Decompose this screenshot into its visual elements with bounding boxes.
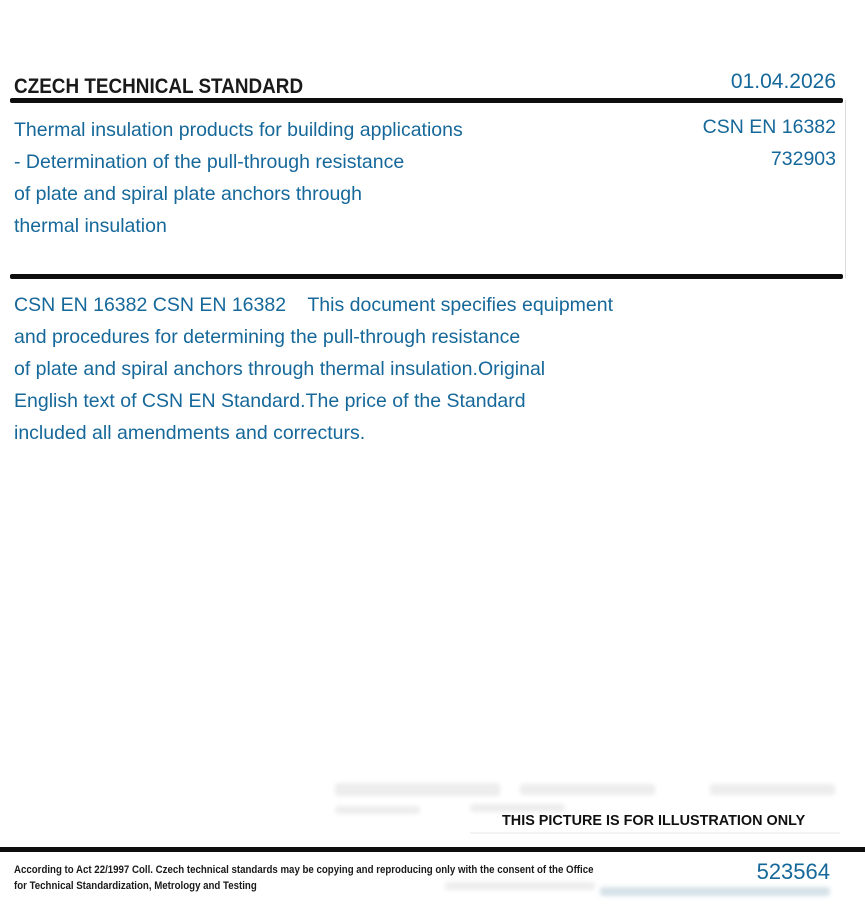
illustration-only-notice: THIS PICTURE IS FOR ILLUSTRATION ONLY: [502, 812, 806, 829]
annotation-line: and procedures for determining the pull-through resistance: [14, 326, 521, 348]
issue-date: 01.04.2026: [730, 70, 836, 93]
watermark-ghost-text: [335, 783, 500, 796]
standard-class-number: 732903: [770, 148, 836, 170]
annotation-line: CSN EN 16382 CSN EN 16382 This document specifies equipment: [14, 294, 614, 316]
annotation-line: English text of CSN EN Standard.The price of the Standard: [14, 390, 526, 412]
watermark-ghost-text: [600, 887, 830, 896]
watermark-box-edge: [470, 832, 840, 834]
watermark-ghost-text: [520, 784, 655, 795]
copyright-notice-line: for Technical Standardization, Metrology and Testing: [14, 880, 257, 892]
watermark-ghost-text: [710, 784, 835, 795]
copyright-notice-line: According to Act 22/1997 Coll. Czech technical standards may be copying and reproducing only with the consent of the Office: [14, 864, 594, 876]
header-divider: [10, 98, 843, 103]
page-title: CZECH TECHNICAL STANDARD: [14, 75, 304, 98]
watermark-ghost-text: [470, 804, 565, 812]
order-number: 523564: [756, 859, 830, 884]
standard-title: [14, 114, 463, 242]
annotation-line: included all amendments and correcturs.: [14, 422, 366, 444]
annotation-line: of plate and spiral anchors through thermal insulation.Original: [14, 358, 546, 380]
standard-annotation: [14, 289, 613, 449]
table-cell-border: [845, 100, 846, 278]
watermark-ghost-text: [445, 882, 595, 890]
footer-divider: [0, 847, 865, 852]
standard-title-line: thermal insulation: [14, 215, 167, 237]
section-divider: [10, 274, 843, 279]
watermark-ghost-text: [335, 806, 420, 814]
standard-title-line: Thermal insulation products for building applications: [14, 119, 463, 141]
standard-code: CSN EN 16382: [702, 116, 836, 138]
standard-title-line: of plate and spiral plate anchors through: [14, 183, 362, 205]
standard-title-line: - Determination of the pull-through resistance: [14, 151, 405, 173]
